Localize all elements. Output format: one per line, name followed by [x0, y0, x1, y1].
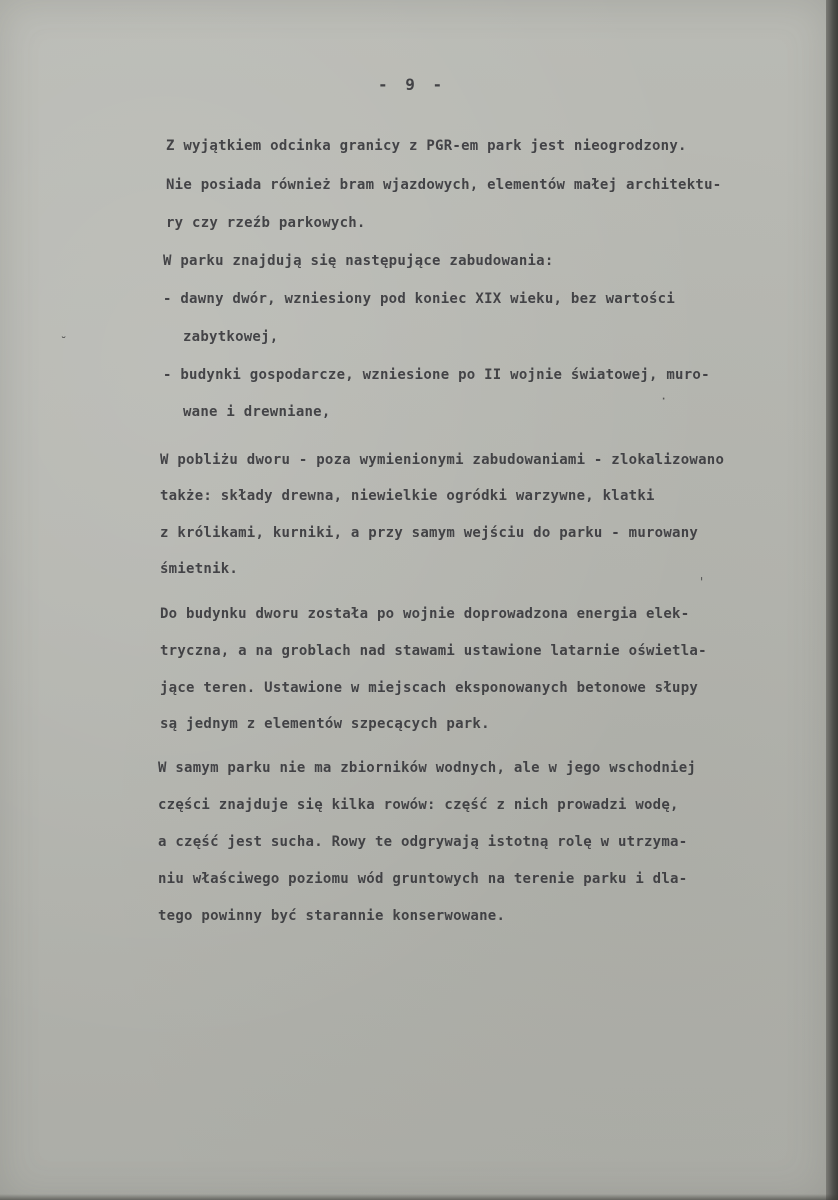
paper-speck: ˘ [60, 335, 68, 349]
paper-speck: ' [698, 575, 706, 589]
text-line: W pobliżu dworu - poza wymienionymi zabudowaniami - zlokalizowano [160, 452, 725, 468]
text-line: W parku znajdują się następujące zabudowania: [163, 253, 554, 269]
text-line: a część jest sucha. Rowy te odgrywają istotną rolę w utrzyma- [158, 834, 688, 850]
list-item: - budynki gospodarcze, wzniesione po II wojnie światowej, muro- [163, 367, 710, 383]
text-line: z królikami, kurniki, a przy samym wejściu do parku - murowany [160, 525, 699, 541]
paper-speck: · [660, 392, 668, 406]
text-line: ry czy rzeźb parkowych. [166, 215, 366, 231]
text-line: tryczna, a na groblach nad stawami ustawione latarnie oświetla- [160, 643, 707, 659]
page-bottom-shadow [0, 1194, 838, 1200]
list-item-continuation: zabytkowej, [183, 329, 279, 345]
text-line: także: składy drewna, niewielkie ogródki warzywne, klatki [160, 488, 655, 504]
list-item-continuation: wane i drewniane, [183, 404, 331, 420]
text-line: Z wyjątkiem odcinka granicy z PGR-em park jest nieogrodzony. [166, 138, 687, 154]
text-line: Nie posiada również bram wjazdowych, elementów małej architektu- [166, 177, 722, 193]
text-line: śmietnik. [160, 561, 239, 577]
text-line: są jednym z elementów szpecących park. [160, 716, 490, 732]
page-number: - 9 - [378, 75, 447, 94]
text-line: W samym parku nie ma zbiorników wodnych, ale w jego wschodniej [158, 760, 697, 776]
text-line: tego powinny być starannie konserwowane. [158, 908, 506, 924]
page-edge-shadow [826, 0, 838, 1200]
text-line: jące teren. Ustawione w miejscach eksponowanych betonowe słupy [160, 680, 699, 696]
text-line: niu właściwego poziomu wód gruntowych na terenie parku i dla- [158, 871, 688, 887]
text-line: części znajduje się kilka rowów: część z nich prowadzi wodę, [158, 797, 679, 813]
text-line: Do budynku dworu została po wojnie doprowadzona energia elek- [160, 606, 690, 622]
list-item: - dawny dwór, wzniesiony pod koniec XIX wieku, bez wartości [163, 291, 676, 307]
